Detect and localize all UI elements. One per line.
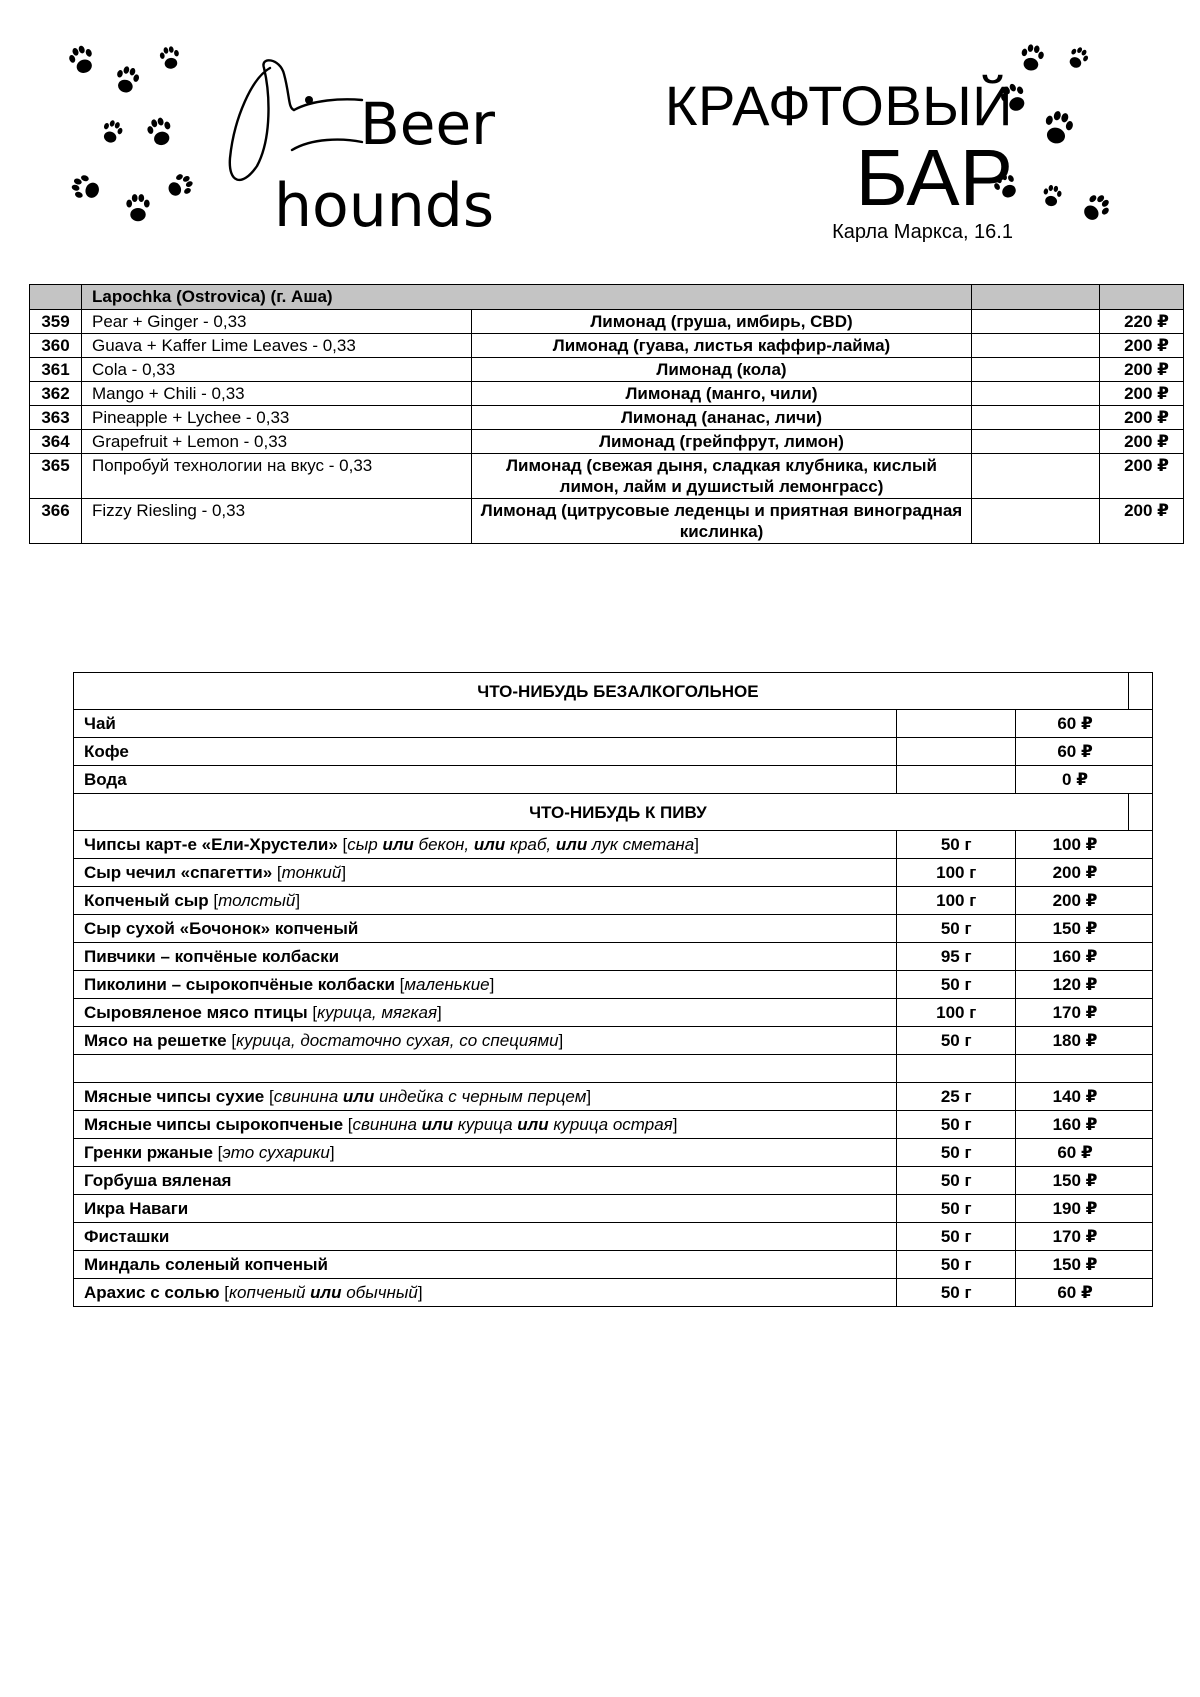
item-name: Икра Наваги — [84, 1199, 189, 1218]
paw-print-icon — [69, 172, 102, 203]
item-name-cell — [74, 1223, 897, 1251]
item-modifier: [ — [272, 863, 282, 882]
item-price: 200 ₽ — [1100, 499, 1184, 544]
menu-row — [74, 1139, 1153, 1167]
item-name-cell — [74, 999, 897, 1027]
item-name-cell — [74, 1279, 897, 1307]
paw-print-icon — [1078, 190, 1114, 226]
item-modifier: ] — [341, 863, 347, 882]
item-modifier: [ — [212, 1143, 223, 1162]
item-name: Кофе — [84, 742, 129, 761]
item-modifier: лук сметана — [587, 835, 695, 854]
item-name-cell — [74, 1251, 897, 1279]
item-weight: 95 г — [897, 943, 1016, 971]
item-weight: 50 г — [897, 971, 1016, 999]
item-name-cell — [74, 1167, 897, 1195]
item-number: 361 — [30, 358, 82, 382]
item-name: Чай — [84, 714, 116, 733]
item-name: Grapefruit + Lemon - 0,33 — [82, 430, 472, 454]
item-description: Лимонад (гуава, листья каффир-лайма) — [472, 334, 972, 358]
paw-print-icon — [1065, 44, 1091, 71]
menu-row — [74, 738, 1153, 766]
item-modifier: ] — [558, 1031, 564, 1050]
item-weight: 50 г — [897, 1251, 1016, 1279]
beer-hounds-logo — [212, 38, 592, 238]
item-name-cell — [74, 971, 897, 999]
item-price: 160 ₽ — [1016, 943, 1153, 971]
item-name-cell — [74, 915, 897, 943]
menu-row — [74, 1279, 1153, 1307]
item-empty-cell — [972, 430, 1100, 454]
item-name: Pineapple + Lychee - 0,33 — [82, 406, 472, 430]
item-price: 60 ₽ — [1016, 710, 1153, 738]
item-name: Пиколини – сырокопчёные колбаски — [84, 975, 395, 994]
item-price: 60 ₽ — [1016, 1139, 1153, 1167]
menu-row — [74, 710, 1153, 738]
paw-print-icon — [1019, 43, 1045, 72]
item-weight: 50 г — [897, 831, 1016, 859]
item-weight — [897, 766, 1016, 794]
item-modifier: или — [517, 1115, 549, 1134]
item-price: 150 ₽ — [1016, 915, 1153, 943]
item-modifier: свинина — [273, 1087, 343, 1106]
item-name: Mango + Chili - 0,33 — [82, 382, 472, 406]
menu-row — [74, 943, 1153, 971]
item-modifier: ] — [489, 975, 495, 994]
item-empty-cell — [972, 334, 1100, 358]
header-cell-empty — [972, 285, 1100, 310]
item-modifier: курица, мягкая — [317, 1003, 438, 1022]
bar-address: Карла Маркса, 16.1 — [832, 221, 1013, 243]
item-modifier: ] — [437, 1003, 442, 1022]
item-modifier: обычный — [341, 1283, 418, 1302]
item-price: 140 ₽ — [1016, 1083, 1153, 1111]
item-name: Попробуй технологии на вкус - 0,33 — [82, 454, 472, 499]
item-price: 60 ₽ — [1016, 738, 1153, 766]
item-name-cell — [74, 1083, 897, 1111]
item-weight: 50 г — [897, 1139, 1016, 1167]
item-modifier: [ — [219, 1283, 230, 1302]
item-name-cell — [74, 943, 897, 971]
item-weight: 100 г — [897, 859, 1016, 887]
item-modifier: толстый — [218, 891, 296, 910]
item-name: Чипсы карт-е «Ели-Хрустели» — [84, 835, 338, 854]
item-description: Лимонад (цитрусовые леденцы и приятная виноградная кислинка) — [472, 499, 972, 544]
menu-row — [74, 915, 1153, 943]
item-modifier: копченый — [229, 1283, 311, 1302]
item-empty-cell — [972, 499, 1100, 544]
item-weight — [897, 710, 1016, 738]
item-modifier: свинина — [352, 1115, 422, 1134]
item-modifier: [ — [394, 975, 405, 994]
menu-row — [74, 859, 1153, 887]
item-price: 200 ₽ — [1100, 358, 1184, 382]
lemonade-brand: Lapochka (Ostrovica) (г. Аша) — [82, 285, 972, 310]
item-weight: 50 г — [897, 1167, 1016, 1195]
lemonade-table — [29, 284, 1184, 544]
item-modifier: тонкий — [281, 863, 342, 882]
item-description: Лимонад (кола) — [472, 358, 972, 382]
menu-row — [74, 1251, 1153, 1279]
item-modifier: курица острая — [548, 1115, 673, 1134]
menu-row — [74, 1111, 1153, 1139]
spacer-cell — [1016, 1055, 1153, 1083]
item-price: 150 ₽ — [1016, 1167, 1153, 1195]
item-number: 362 — [30, 382, 82, 406]
item-modifier: курица — [453, 1115, 518, 1134]
lemonade-row — [30, 310, 1184, 334]
item-price: 60 ₽ — [1016, 1279, 1153, 1307]
item-price: 190 ₽ — [1016, 1195, 1153, 1223]
item-description: Лимонад (грейпфрут, лимон) — [472, 430, 972, 454]
item-price: 200 ₽ — [1100, 334, 1184, 358]
item-empty-cell — [972, 454, 1100, 499]
section-header-row — [74, 673, 1153, 710]
paw-print-icon — [99, 118, 125, 145]
item-weight: 25 г — [897, 1083, 1016, 1111]
item-modifier: ] — [586, 1087, 592, 1106]
paw-print-icon — [159, 45, 182, 70]
item-price: 180 ₽ — [1016, 1027, 1153, 1055]
item-modifier: [ — [264, 1087, 274, 1106]
lemonade-row — [30, 334, 1184, 358]
item-name: Pear + Ginger - 0,33 — [82, 310, 472, 334]
item-price: 200 ₽ — [1016, 859, 1153, 887]
item-number: 360 — [30, 334, 82, 358]
item-weight — [897, 738, 1016, 766]
item-modifier: ] — [672, 1115, 678, 1134]
item-name-cell — [74, 710, 897, 738]
lemonade-row — [30, 358, 1184, 382]
item-modifier: [ — [307, 1003, 318, 1022]
spacer-cell — [897, 1055, 1016, 1083]
item-modifier: ] — [694, 835, 699, 854]
item-weight: 50 г — [897, 1195, 1016, 1223]
menu-row — [74, 887, 1153, 915]
item-number: 365 — [30, 454, 82, 499]
menu-row — [74, 766, 1153, 794]
section-title-edge — [1128, 673, 1152, 710]
item-weight: 50 г — [897, 1223, 1016, 1251]
item-price: 200 ₽ — [1016, 887, 1153, 915]
menu-row — [74, 1195, 1153, 1223]
paw-print-icon — [1041, 184, 1062, 208]
item-modifier: [ — [226, 1031, 237, 1050]
item-modifier: или — [473, 835, 506, 854]
lemonade-row — [30, 430, 1184, 454]
item-empty-cell — [972, 358, 1100, 382]
section-title-snacks: ЧТО-НИБУДЬ К ПИВУ — [74, 794, 1129, 831]
item-modifier: ] — [295, 891, 301, 910]
section-header-row — [74, 794, 1153, 831]
item-modifier: это сухарики — [222, 1143, 330, 1162]
paw-print-icon — [145, 116, 175, 148]
item-name: Fizzy Riesling - 0,33 — [82, 499, 472, 544]
item-name: Арахис с солью — [84, 1283, 220, 1302]
item-name: Мясные чипсы сырокопченые — [84, 1115, 344, 1134]
item-price: 100 ₽ — [1016, 831, 1153, 859]
item-modifier: или — [310, 1283, 342, 1302]
section-title-nonalcoholic: ЧТО-НИБУДЬ БЕЗАЛКОГОЛЬНОЕ — [74, 673, 1129, 710]
item-modifier: [ — [208, 891, 219, 910]
menu-header — [62, 28, 1144, 243]
item-name: Cola - 0,33 — [82, 358, 472, 382]
snacks-table — [73, 672, 1153, 1307]
item-name: Миндаль соленый копченый — [84, 1255, 329, 1274]
item-price: 200 ₽ — [1100, 454, 1184, 499]
lemonade-brand-row — [30, 285, 1184, 310]
item-price: 200 ₽ — [1100, 406, 1184, 430]
item-name: Гренки ржаные — [84, 1143, 213, 1162]
item-modifier: ] — [417, 1283, 423, 1302]
paw-print-icon — [1041, 109, 1076, 147]
item-price: 150 ₽ — [1016, 1251, 1153, 1279]
item-modifier: сыр — [347, 835, 383, 854]
item-modifier: ] — [329, 1143, 335, 1162]
item-name-cell — [74, 1027, 897, 1055]
item-name-cell — [74, 766, 897, 794]
item-price: 170 ₽ — [1016, 999, 1153, 1027]
item-name: Фисташки — [84, 1227, 170, 1246]
item-number: 364 — [30, 430, 82, 454]
item-modifier: [ — [337, 835, 348, 854]
item-name-cell — [74, 1195, 897, 1223]
item-modifier: или — [342, 1087, 375, 1106]
menu-row — [74, 1167, 1153, 1195]
item-price: 170 ₽ — [1016, 1223, 1153, 1251]
item-name-cell — [74, 738, 897, 766]
item-modifier: краб, — [505, 835, 556, 854]
item-name: Guava + Kaffer Lime Leaves - 0,33 — [82, 334, 472, 358]
item-number: 363 — [30, 406, 82, 430]
lemonade-row — [30, 499, 1184, 544]
item-weight: 50 г — [897, 1027, 1016, 1055]
item-weight: 50 г — [897, 915, 1016, 943]
item-modifier: маленькие — [404, 975, 490, 994]
item-description: Лимонад (свежая дыня, сладкая клубника, кислый лимон, лайм и душистый лемонграсс) — [472, 454, 972, 499]
lemonade-row — [30, 382, 1184, 406]
item-name-cell — [74, 1139, 897, 1167]
item-name-cell — [74, 887, 897, 915]
item-description: Лимонад (груша, имбирь, CBD) — [472, 310, 972, 334]
item-empty-cell — [972, 406, 1100, 430]
header-cell-empty — [30, 285, 82, 310]
item-modifier: [ — [343, 1115, 353, 1134]
item-weight: 100 г — [897, 999, 1016, 1027]
paw-print-icon — [113, 64, 141, 95]
item-weight: 50 г — [897, 1111, 1016, 1139]
item-number: 366 — [30, 499, 82, 544]
lemonade-row — [30, 406, 1184, 430]
item-name: Копченый сыр — [84, 891, 209, 910]
item-name: Сыровяленое мясо птицы — [84, 1003, 308, 1022]
item-name: Сыр сухой «Бочонок» копченый — [84, 919, 359, 938]
item-number: 359 — [30, 310, 82, 334]
svg-text:hounds: hounds — [274, 171, 495, 238]
bar-title-line2: БАР — [855, 133, 1013, 222]
spacer-cell — [74, 1055, 897, 1083]
menu-row — [74, 1223, 1153, 1251]
item-name: Мясо на решетке — [84, 1031, 227, 1050]
item-name-cell — [74, 859, 897, 887]
paw-print-icon — [126, 194, 149, 221]
item-modifier: или — [382, 835, 414, 854]
menu-row — [74, 971, 1153, 999]
item-modifier: бекон, — [413, 835, 474, 854]
item-price: 160 ₽ — [1016, 1111, 1153, 1139]
item-price: 200 ₽ — [1100, 430, 1184, 454]
menu-row — [74, 999, 1153, 1027]
item-name-cell — [74, 831, 897, 859]
item-name: Сыр чечил «спагетти» — [84, 863, 273, 882]
item-modifier: или — [421, 1115, 453, 1134]
item-empty-cell — [972, 382, 1100, 406]
paw-print-icon — [164, 171, 196, 202]
item-weight: 100 г — [897, 887, 1016, 915]
section-title-edge — [1128, 794, 1152, 831]
item-name: Мясные чипсы сухие — [84, 1087, 265, 1106]
item-name: Горбуша вяленая — [84, 1171, 232, 1190]
item-modifier: или — [555, 835, 588, 854]
item-price: 200 ₽ — [1100, 382, 1184, 406]
item-price: 220 ₽ — [1100, 310, 1184, 334]
bar-title-line1: КРАФТОВЫЙ — [664, 74, 1013, 137]
item-name: Вода — [84, 770, 127, 789]
spacer-row — [74, 1055, 1153, 1083]
item-name: Пивчики – копчёные колбаски — [84, 947, 340, 966]
item-price: 120 ₽ — [1016, 971, 1153, 999]
menu-row — [74, 1083, 1153, 1111]
menu-row — [74, 1027, 1153, 1055]
menu-row — [74, 831, 1153, 859]
item-empty-cell — [972, 310, 1100, 334]
item-modifier: индейка с черным перцем — [374, 1087, 587, 1106]
item-weight: 50 г — [897, 1279, 1016, 1307]
item-description: Лимонад (ананас, личи) — [472, 406, 972, 430]
paw-print-icon — [66, 43, 97, 76]
header-cell-empty — [1100, 285, 1184, 310]
item-name-cell — [74, 1111, 897, 1139]
item-price: 0 ₽ — [1016, 766, 1153, 794]
item-modifier: курица, достаточно сухая, со специями — [236, 1031, 559, 1050]
lemonade-row — [30, 454, 1184, 499]
svg-text:Beer: Beer — [360, 90, 496, 158]
item-description: Лимонад (манго, чили) — [472, 382, 972, 406]
